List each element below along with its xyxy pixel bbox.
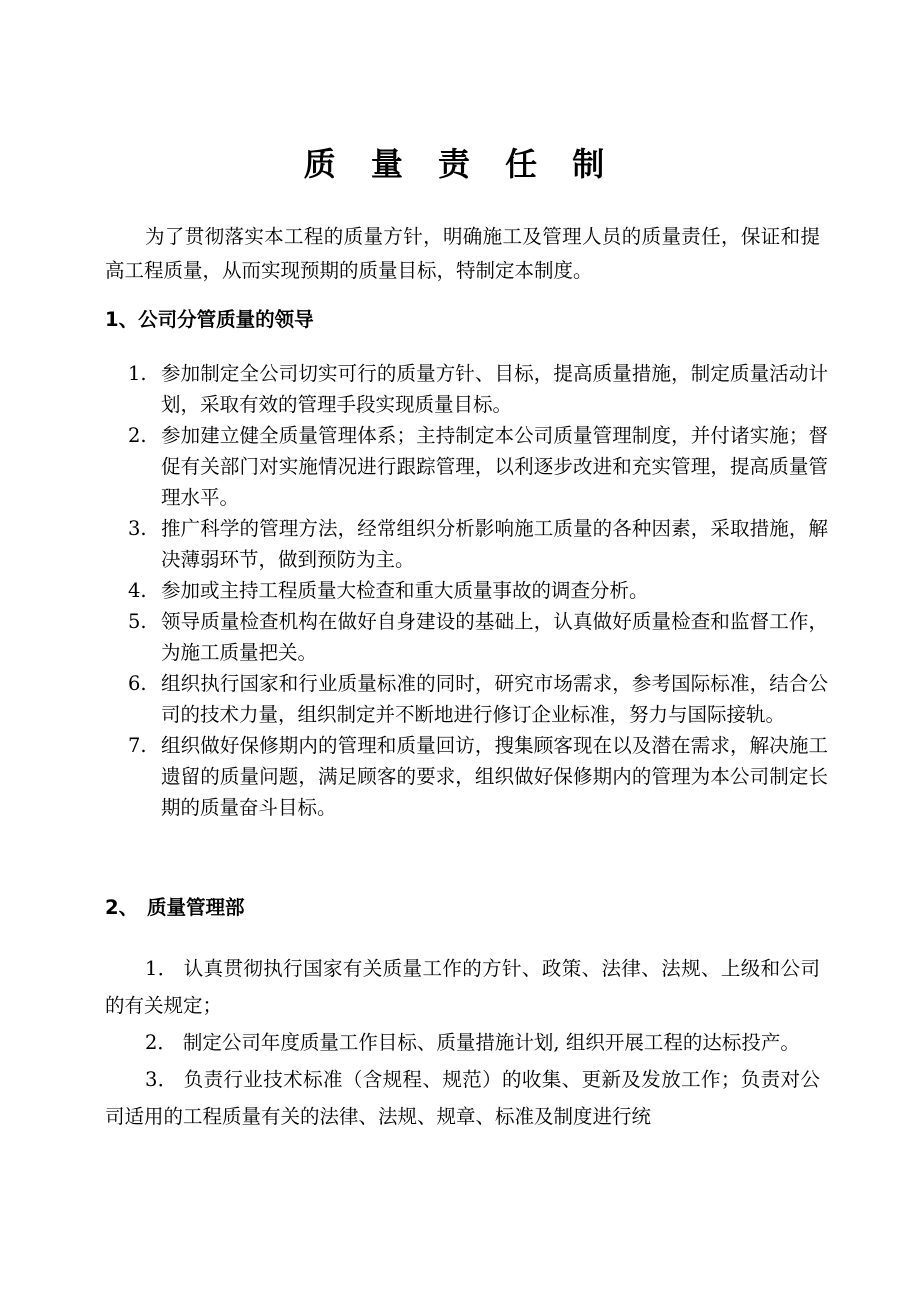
list-item xyxy=(128,730,828,823)
item-text: 领导质量检查机构在做好自身建设的基础上，认真做好质量检查和监督工作，为施工质量把关。 xyxy=(161,610,828,664)
item-text: 组织做好保修期内的管理和质量回访，搜集顾客现在以及潜在需求，解决施工遗留的质量问题，满足顾客的要求，组织做好保修期内的管理为本公司制定长期的质量奋斗目标。 xyxy=(161,734,828,819)
item-number: 3. xyxy=(128,517,147,540)
list-item xyxy=(105,1061,820,1135)
section-2-heading xyxy=(105,894,245,922)
section-1-heading: 1、公司分管质量的领导 xyxy=(105,308,314,331)
item-text: 负责行业技术标准（含规程、规范）的收集、更新及发放工作；负责对公司适用的工程质量有关的法律、法规、规章、标准及制度进行统 xyxy=(105,1068,820,1128)
section-1-list xyxy=(128,358,828,823)
item-text: 认真贯彻执行国家有关质量工作的方针、政策、法律、法规、上级和公司的有关规定； xyxy=(105,957,820,1017)
section-2-number: 2、 xyxy=(105,896,139,919)
list-item xyxy=(128,606,828,668)
item-text: 参加或主持工程质量大检查和重大质量事故的调查分析。 xyxy=(161,579,649,602)
intro-paragraph: 为了贯彻落实本工程的质量方针，明确施工及管理人员的质量责任，保证和提高工程质量，从而实现预期的质量目标，特制定本制度。 xyxy=(105,225,820,282)
list-item xyxy=(128,358,828,420)
list-item xyxy=(128,420,828,513)
item-number: 1. xyxy=(128,362,147,385)
item-text: 制定公司年度质量工作目标、质量措施计划, 组织开展工程的达标投产。 xyxy=(182,1031,800,1054)
list-item xyxy=(105,950,820,1024)
item-number: 7. xyxy=(128,734,147,757)
item-number: 1． xyxy=(145,957,178,980)
list-item xyxy=(128,668,828,730)
item-number: 2． xyxy=(145,1031,177,1054)
list-item xyxy=(128,575,828,606)
item-text: 参加建立健全质量管理体系；主持制定本公司质量管理制度，并付诸实施；督促有关部门对实施情况进行跟踪管理，以利逐步改进和充实管理，提高质量管理水平。 xyxy=(161,424,828,509)
page-title: 质 量 责 任 制 xyxy=(303,145,617,183)
item-number: 3． xyxy=(145,1068,178,1091)
item-number: 4. xyxy=(128,579,147,602)
section-2-title: 质量管理部 xyxy=(147,896,245,919)
item-number: 2. xyxy=(128,424,147,447)
item-number: 6. xyxy=(128,672,147,695)
list-item xyxy=(105,1024,820,1061)
list-item xyxy=(128,513,828,575)
item-text: 参加制定全公司切实可行的质量方针、目标，提高质量措施，制定质量活动计划，采取有效的管理手段实现质量目标。 xyxy=(161,362,828,416)
item-text: 组织执行国家和行业质量标准的同时，研究市场需求，参考国际标准，结合公司的技术力量，组织制定并不断地进行修订企业标准，努力与国际接轨。 xyxy=(161,672,828,726)
section-2-list xyxy=(105,950,820,1135)
item-number: 5. xyxy=(128,610,147,633)
item-text: 推广科学的管理方法，经常组织分析影响施工质量的各种因素，采取措施，解决薄弱环节，做到预防为主。 xyxy=(161,517,828,571)
